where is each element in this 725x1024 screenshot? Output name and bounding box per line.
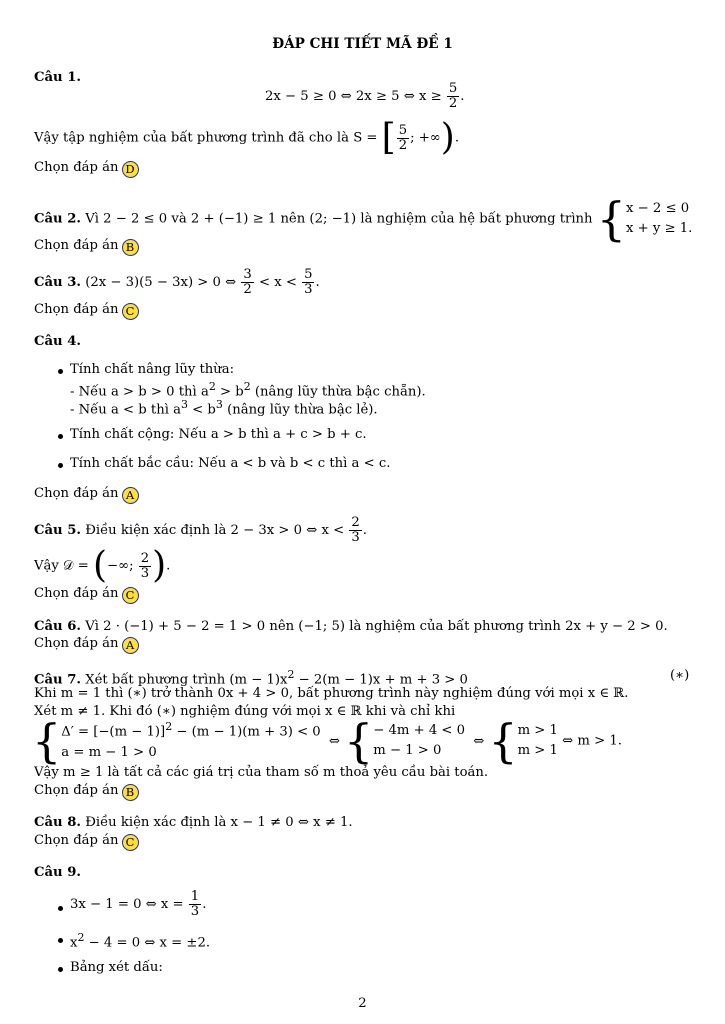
q9-bullet-2 — [70, 931, 210, 950]
q8-answer-line — [34, 833, 139, 851]
q8-label: Câu 8. — [34, 815, 81, 830]
q2-label: Câu 2. — [34, 211, 81, 227]
q7-label: Câu 7. — [34, 672, 81, 688]
q3-label: Câu 3. — [34, 274, 81, 290]
q9-b1-fraction — [189, 890, 201, 919]
q4-l2-sup1: 3 — [180, 398, 188, 411]
q7-text-sup: 2 — [287, 668, 295, 681]
q1-text: Vậy tập nghiệm của bất phương trình đã cho là S = — [34, 130, 378, 146]
q7-arrow-2: ⇔ — [473, 733, 485, 749]
q3-fraction-1 — [241, 268, 253, 297]
q7-s2-row1: − 4m + 4 < 0 — [373, 722, 466, 738]
bullet-icon — [58, 369, 63, 374]
q7-system-chain — [32, 714, 622, 768]
q1-conclusion: Vậy tập nghiệm của bất phương trình đã cho là S = [ $\frac{5}{2}$ ; +∞). — [34, 117, 460, 158]
q9-label: Câu 9. — [34, 865, 81, 880]
q3-eq-end: . — [315, 274, 320, 290]
q3-f1-den: 2 — [243, 281, 252, 297]
q7-brace-2: { — [343, 714, 374, 768]
q2-sys-row2: x + y ≥ 1. — [626, 221, 693, 236]
q1-label: Câu 1. — [34, 70, 81, 85]
q4-l1-sup2: 2 — [243, 380, 251, 393]
q5-l2-num: 2 — [140, 550, 150, 566]
q3-answer-line — [34, 302, 139, 320]
q9-b1-text: 3x − 1 = 0 ⇔ x = — [70, 896, 184, 912]
q1-set-den: 2 — [398, 137, 408, 153]
q7-line-1 — [34, 668, 468, 687]
q5-text: Điều kiện xác định là 2 − 3x > 0 ⇔ x < — [85, 522, 345, 538]
q1-set-rest: ; +∞ — [410, 130, 441, 146]
bullet-icon — [58, 938, 63, 943]
q6-text: Vì 2 · (−1) + 5 − 2 = 1 > 0 nên (−1; 5) là nghiệm của bất phương trình 2x + y − 2 > 0. — [85, 619, 668, 634]
q5-label: Câu 5. — [34, 522, 81, 538]
q6-line — [34, 619, 668, 634]
q1-eq-end: . — [460, 88, 465, 104]
q9-b2-a: x — [70, 935, 78, 951]
q1-frac-den: 2 — [448, 95, 458, 111]
q2-sys-row1: x − 2 ≤ 0 — [626, 200, 690, 216]
q7-s3-row1: m > 1 — [517, 722, 558, 738]
bullet-icon — [58, 906, 63, 911]
q7-system-1 — [61, 718, 320, 763]
q7-line-2: Khi m = 1 thì (∗) trở thành 0x + 4 > 0, bất phương trình này nghiệm đúng với mọi x ∈ ℝ. — [34, 686, 629, 701]
q5-domain-line — [34, 545, 171, 586]
q3-line — [34, 268, 320, 297]
q4-l1-sup1: 2 — [208, 380, 216, 393]
q9-b1-den: 3 — [190, 903, 200, 919]
q3-mid: < x < — [258, 274, 297, 290]
q5-right-paren: ) — [152, 545, 167, 586]
q7-s1-row1 — [61, 718, 320, 743]
q5-answer-badge: C — [122, 587, 139, 604]
q5-fraction — [349, 516, 361, 545]
answer-prefix: Chọn đáp án — [34, 586, 119, 601]
q8-text: Điều kiện xác định là x − 1 ≠ 0 ⇔ x ≠ 1. — [85, 815, 353, 830]
q7-line-5: Vậy m ≥ 1 là tất cả các giá trị của tham số m thoả yêu cầu bài toán. — [34, 765, 489, 780]
q1-eq-text: 2x − 5 ≥ 0 ⇔ 2x ≥ 5 ⇔ x ≥ — [265, 88, 442, 104]
q1-answer-badge: D — [122, 161, 139, 178]
answer-prefix: Chọn đáp án — [34, 160, 119, 175]
q5-f-num: 2 — [351, 515, 360, 530]
q4-answer-badge: A — [122, 487, 139, 504]
q7-system-2 — [373, 721, 465, 762]
q7-s1-r1-sup: 2 — [165, 720, 173, 734]
q5-domain-fraction — [139, 552, 151, 581]
q1-right-paren: ) — [440, 117, 455, 158]
q7-system-3 — [518, 721, 558, 762]
q5-answer-line — [34, 586, 139, 604]
q7-s1-r1-a: Δ′ = [−(m − 1)] — [61, 724, 166, 740]
q2-text: Vì 2 − 2 ≤ 0 và 2 + (−1) ≥ 1 nên (2; −1) là nghiệm của hệ bất phương trình — [85, 211, 593, 227]
q7-s3-row2: m > 1 — [517, 743, 558, 758]
q6-label: Câu 6. — [34, 619, 81, 634]
q3-answer-badge: C — [122, 303, 139, 320]
answer-prefix: Chọn đáp án — [34, 486, 119, 501]
answer-prefix: Chọn đáp án — [34, 238, 119, 253]
q4-answer-line — [34, 486, 139, 504]
q4-l2-c: (nâng lũy thừa bậc lẻ). — [222, 402, 378, 418]
answer-prefix: Chọn đáp án — [34, 636, 119, 651]
q4-bullet-1-line-1 — [70, 380, 426, 399]
q4-bullet-3: Tính chất bắc cầu: Nếu a < b và b < c thì a < c. — [70, 456, 391, 471]
q5-l2-den: 3 — [140, 565, 150, 581]
q7-tail: ⇔ m > 1. — [562, 733, 622, 749]
q2-answer-badge: B — [122, 239, 139, 256]
q7-arrow-1: ⇔ — [328, 733, 340, 749]
q5-left-paren: ( — [93, 545, 108, 586]
q4-l2-sup2: 3 — [215, 398, 223, 411]
q9-b2-sup: 2 — [77, 931, 85, 944]
q1-set-fraction — [397, 124, 409, 153]
q5-domain-end: . — [166, 558, 171, 574]
q9-b1-end: . — [202, 896, 207, 912]
bullet-icon — [58, 967, 63, 972]
q2-answer-line — [34, 238, 139, 256]
q4-label: Câu 4. — [34, 334, 81, 349]
q7-line-3: Xét m ≠ 1. Khi đó (∗) nghiệm đúng với mọi x ∈ ℝ khi và chỉ khi — [34, 704, 456, 719]
q6-answer-badge: A — [122, 637, 139, 654]
q9-bullet-3: Bảng xét dấu: — [70, 960, 163, 975]
q5-domain-b: −∞; — [107, 558, 134, 574]
q4-l1-a: - Nếu a > b > 0 thì a — [70, 384, 209, 400]
page-number: 2 — [358, 996, 367, 1011]
q4-l1-b: > b — [215, 384, 244, 400]
q4-bullet-2: Tính chất cộng: Nếu a > b thì a + c > b + c. — [70, 427, 367, 442]
q1-left-bracket: [ — [381, 117, 396, 158]
q4-l2-a: - Nếu a < b thì a — [70, 402, 181, 418]
q7-text-b: − 2(m − 1)x + m + 3 > 0 — [294, 672, 468, 688]
q7-s1-r1-b: − (m − 1)(m + 3) < 0 — [172, 724, 321, 740]
bullet-icon — [58, 434, 63, 439]
q7-s2-row2: m − 1 > 0 — [373, 743, 442, 758]
q9-b2-b: − 4 = 0 ⇔ x = ±2. — [84, 935, 211, 951]
q2-brace: { — [596, 192, 627, 246]
answer-prefix: Chọn đáp án — [34, 302, 119, 317]
q3-fraction-2 — [302, 268, 314, 297]
q7-text-a: Xét bất phương trình (m − 1)x — [85, 672, 288, 688]
q4-bullet-1: Tính chất nâng lũy thừa: — [70, 362, 235, 377]
q9-bullet-1 — [70, 890, 206, 919]
q8-answer-badge: C — [122, 834, 139, 851]
q7-s1-row2: a = m − 1 > 0 — [61, 745, 157, 761]
q7-brace-1: { — [32, 714, 62, 768]
q3-f2-den: 3 — [304, 281, 313, 297]
q1-set-num: 5 — [398, 122, 408, 138]
bullet-icon — [58, 463, 63, 468]
page-title: ĐÁP CHI TIẾT MÃ ĐỀ 1 — [272, 36, 453, 52]
q5-eq-end: . — [362, 522, 367, 538]
q4-bullet-1-line-2 — [70, 398, 378, 417]
q7-answer-badge: B — [122, 784, 139, 801]
q3-f2-num: 5 — [304, 267, 313, 282]
q8-line — [34, 815, 353, 830]
q7-equation-tag: (∗) — [670, 668, 690, 683]
q1-equation — [265, 82, 464, 111]
q1-frac-num: 5 — [448, 81, 458, 96]
q5-domain-a: Vậy 𝒟 = — [34, 558, 89, 574]
q5-line — [34, 516, 367, 545]
q7-brace-3: { — [488, 714, 518, 768]
q1-answer-line — [34, 160, 139, 178]
q6-answer-line — [34, 636, 139, 654]
q4-l1-c: (nâng lũy thừa bậc chẵn). — [250, 384, 426, 400]
answer-prefix: Chọn đáp án — [34, 833, 119, 848]
q2-system — [626, 199, 692, 240]
q4-l2-b: < b — [187, 402, 216, 418]
answer-prefix: Chọn đáp án — [34, 783, 119, 798]
q9-b1-num: 1 — [190, 889, 200, 904]
q1-fraction — [447, 82, 459, 111]
q3-f1-num: 3 — [243, 267, 252, 282]
q3-eq-text: (2x − 3)(5 − 3x) > 0 ⇔ — [85, 274, 237, 290]
q5-f-den: 3 — [351, 529, 360, 545]
q7-answer-line — [34, 783, 139, 801]
